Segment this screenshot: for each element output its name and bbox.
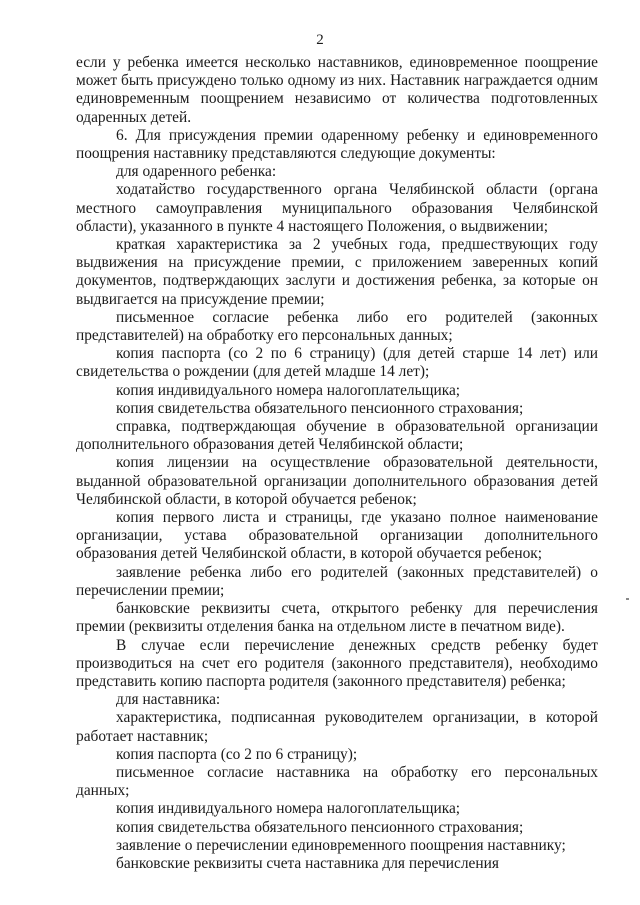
paragraph: заявление ребенка либо его родителей (законных представителей) о перечислении премии;	[76, 563, 598, 599]
paragraph: банковские реквизиты счета наставника для перечисления	[116, 854, 499, 872]
paragraph: В случае если перечисление денежных средств ребенку будет производиться на счет его родителя (законного представителя), необходимо представить копию паспорта родителя (законного представителя) ребенка;	[76, 636, 598, 690]
paragraph: копия лицензии на осуществление образовательной деятельности, выданной образовательной организации дополнительного образования детей Челябинской области, в которой обучается ребенок;	[76, 454, 598, 508]
document-body	[76, 54, 598, 873]
paragraph: письменное согласие ребенка либо его родителей (законных представителей) на обработку его персональных данных;	[76, 308, 598, 345]
page-number: 2	[316, 32, 324, 48]
paragraph: копия первого листа и страницы, где указано полное наименование организации, устава образовательной организации дополнительного образования детей Челябинской области, в которой обучается ребенок;	[76, 509, 598, 563]
paragraph: 6. Для присуждения премии одаренному ребенку и единовременного поощрения наставнику представляются следующие документы:	[76, 126, 598, 163]
paragraph: копия индивидуального номера налогоплательщика;	[116, 381, 461, 399]
paragraph: характеристика, подписанная руководителем организации, в которой работает наставник;	[76, 709, 598, 745]
paragraph: заявление о перечислении единовременного поощрения наставнику;	[116, 836, 566, 854]
paragraph: справка, подтверждающая обучение в образовательной организации дополнительного образования детей Челябинской области;	[76, 418, 598, 454]
paragraph: краткая характеристика за 2 учебных года, предшествующих году выдвижения на присуждение премии, с приложением заверенных копий документов, подтверждающих заслуги и достижения ребенка, за которые он выдвигается на присуждение премии;	[76, 236, 598, 308]
paragraph: копия индивидуального номера налогоплательщика;	[116, 800, 461, 818]
paragraph: письменное согласие наставника на обработку его персональных данных;	[76, 763, 598, 800]
paragraph: банковские реквизиты счета, открытого ребенку для перечисления премии (реквизиты отделения банка на отдельном листе в печатном виде).	[76, 600, 598, 636]
paragraph: если у ребенка имеется несколько наставников, единовременное поощрение может быть присуждено только одному из них. Наставник награждается одним единовременным поощрением независимо от количества подготовленных одаренных детей.	[76, 54, 598, 126]
scan-mark	[626, 598, 629, 600]
paragraph: копия свидетельства обязательного пенсионного страхования;	[116, 399, 524, 417]
paragraph: копия паспорта (со 2 по 6 страницу) (для детей старше 14 лет) или свидетельства о рождении (для детей младше 14 лет);	[76, 345, 598, 381]
paragraph: ходатайство государственного органа Челябинской области (органа местного самоуправления муниципального образования Челябинской области), указанного в пункте 4 настоящего Положения, о выдвижении;	[76, 181, 598, 235]
paragraph: копия паспорта (со 2 по 6 страницу);	[116, 745, 358, 763]
paragraph: копия свидетельства обязательного пенсионного страхования;	[116, 818, 524, 836]
paragraph: для одаренного ребенка:	[116, 163, 277, 181]
paragraph: для наставника:	[116, 691, 221, 709]
